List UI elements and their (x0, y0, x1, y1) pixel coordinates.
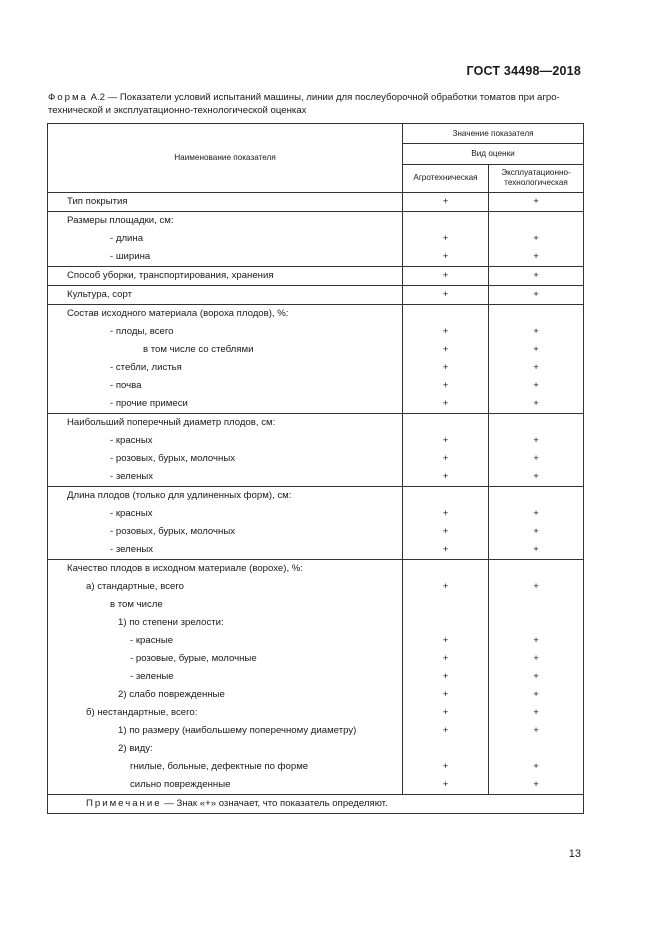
cell-expl: + (489, 668, 584, 686)
caption-text: — Показатели условий испытаний машины, линии для послеуборочной обработки томатов при агро-технической и эксплуатационно-технологической оценках (48, 92, 560, 116)
page-number: 13 (568, 848, 581, 860)
row-label: Наибольший поперечный диаметр плодов, см: (48, 414, 403, 433)
cell-expl: + (489, 248, 584, 267)
cell-expl (489, 487, 584, 506)
cell-agro: + (403, 686, 489, 704)
cell-expl: + (489, 323, 584, 341)
table-row (48, 450, 584, 468)
cell-agro: + (403, 468, 489, 487)
table-row (48, 286, 584, 305)
cell-agro (403, 212, 489, 231)
row-label: Культура, сорт (48, 286, 403, 305)
cell-expl (489, 414, 584, 433)
caption-lead: Форма (48, 92, 88, 103)
row-label: Способ уборки, транспортирования, хранения (48, 267, 403, 286)
row-label: сильно поврежденные (48, 776, 403, 795)
row-label: 2) слабо поврежденные (48, 686, 403, 704)
col-header-expl: Эксплуатационно-технологическая (489, 164, 584, 192)
cell-expl (489, 560, 584, 579)
cell-agro: + (403, 432, 489, 450)
indicators-table (47, 123, 584, 814)
cell-expl: + (489, 776, 584, 795)
row-label: гнилые, больные, дефектные по форме (48, 758, 403, 776)
row-label: Длина плодов (только для удлиненных форм), см: (48, 487, 403, 506)
row-label: - зеленых (48, 468, 403, 487)
row-label: - ширина (48, 248, 403, 267)
cell-expl: + (489, 505, 584, 523)
table-row (48, 414, 584, 433)
cell-agro (403, 740, 489, 758)
cell-agro: + (403, 341, 489, 359)
cell-expl: + (489, 578, 584, 596)
row-label: - длина (48, 230, 403, 248)
row-label: в том числе со стеблями (48, 341, 403, 359)
row-label: 2) виду: (48, 740, 403, 758)
table-row (48, 541, 584, 560)
cell-agro: + (403, 323, 489, 341)
cell-agro: + (403, 248, 489, 267)
cell-expl: + (489, 359, 584, 377)
row-label: - красные (48, 632, 403, 650)
cell-agro: + (403, 193, 489, 212)
cell-expl (489, 740, 584, 758)
row-label: - зеленые (48, 668, 403, 686)
row-label: Состав исходного материала (вороха плодов), %: (48, 305, 403, 324)
table-row (48, 212, 584, 231)
row-label: - красных (48, 432, 403, 450)
cell-expl: + (489, 541, 584, 560)
row-label: - почва (48, 377, 403, 395)
cell-agro: + (403, 359, 489, 377)
cell-expl: + (489, 267, 584, 286)
col-header-agro: Агротехническая (403, 164, 489, 192)
table-row (48, 395, 584, 414)
cell-expl: + (489, 341, 584, 359)
row-label: Тип покрытия (48, 193, 403, 212)
cell-expl: + (489, 722, 584, 740)
cell-expl: + (489, 286, 584, 305)
row-label: - розовых, бурых, молочных (48, 523, 403, 541)
cell-agro (403, 414, 489, 433)
cell-agro (403, 596, 489, 614)
table-row (48, 758, 584, 776)
cell-expl: + (489, 432, 584, 450)
table-row (48, 704, 584, 722)
cell-agro: + (403, 776, 489, 795)
cell-expl (489, 596, 584, 614)
cell-expl: + (489, 230, 584, 248)
table-row (48, 596, 584, 614)
table-row (48, 248, 584, 267)
table-row (48, 359, 584, 377)
cell-agro (403, 305, 489, 324)
cell-expl: + (489, 395, 584, 414)
cell-agro: + (403, 286, 489, 305)
cell-agro: + (403, 578, 489, 596)
table-row (48, 668, 584, 686)
table-row (48, 505, 584, 523)
row-label: - зеленых (48, 541, 403, 560)
table-row (48, 267, 584, 286)
table-row (48, 686, 584, 704)
standard-code: ГОСТ 34498—2018 (466, 64, 581, 78)
caption-number: А.2 (90, 92, 105, 103)
table-row (48, 614, 584, 632)
cell-agro: + (403, 632, 489, 650)
cell-expl: + (489, 650, 584, 668)
row-label: б) нестандартные, всего: (48, 704, 403, 722)
row-label: - розовых, бурых, молочных (48, 450, 403, 468)
cell-agro: + (403, 704, 489, 722)
cell-expl: + (489, 686, 584, 704)
cell-agro: + (403, 505, 489, 523)
cell-expl: + (489, 758, 584, 776)
table-row (48, 468, 584, 487)
row-label: Размеры площадки, см: (48, 212, 403, 231)
table-row (48, 305, 584, 324)
table-row (48, 432, 584, 450)
table-row (48, 230, 584, 248)
cell-agro: + (403, 230, 489, 248)
table-row (48, 650, 584, 668)
col-header-kind: Вид оценки (403, 144, 584, 164)
cell-agro: + (403, 722, 489, 740)
table-note-row (48, 795, 584, 814)
table-row (48, 193, 584, 212)
row-label: - красных (48, 505, 403, 523)
row-label: в том числе (48, 596, 403, 614)
table-row (48, 523, 584, 541)
cell-agro: + (403, 758, 489, 776)
table-row (48, 578, 584, 596)
row-label: Качество плодов в исходном материале (ворохе), %: (48, 560, 403, 579)
cell-expl: + (489, 450, 584, 468)
row-label: а) стандартные, всего (48, 578, 403, 596)
cell-agro (403, 614, 489, 632)
table-row (48, 722, 584, 740)
cell-agro (403, 487, 489, 506)
row-label: 1) по размеру (наибольшему поперечному диаметру) (48, 722, 403, 740)
cell-agro: + (403, 650, 489, 668)
note-lead: Примечание (86, 798, 162, 809)
cell-expl: + (489, 193, 584, 212)
table-note (48, 795, 584, 814)
cell-agro: + (403, 450, 489, 468)
cell-expl (489, 614, 584, 632)
cell-agro: + (403, 267, 489, 286)
cell-expl (489, 212, 584, 231)
table-row (48, 341, 584, 359)
cell-expl (489, 305, 584, 324)
table-row (48, 632, 584, 650)
row-label: - плоды, всего (48, 323, 403, 341)
cell-expl: + (489, 704, 584, 722)
table-row (48, 776, 584, 795)
cell-agro: + (403, 668, 489, 686)
table-caption (48, 91, 588, 117)
cell-agro: + (403, 395, 489, 414)
table-row (48, 740, 584, 758)
table-row (48, 487, 584, 506)
cell-agro: + (403, 523, 489, 541)
cell-expl: + (489, 632, 584, 650)
table-row (48, 377, 584, 395)
table-row (48, 560, 584, 579)
col-header-value: Значение показателя (403, 124, 584, 144)
cell-agro: + (403, 541, 489, 560)
table-row (48, 323, 584, 341)
row-label: 1) по степени зрелости: (48, 614, 403, 632)
cell-agro (403, 560, 489, 579)
row-label: - стебли, листья (48, 359, 403, 377)
cell-expl: + (489, 523, 584, 541)
note-text: — Знак «+» означает, что показатель определяют. (164, 798, 388, 809)
row-label: - розовые, бурые, молочные (48, 650, 403, 668)
cell-expl: + (489, 377, 584, 395)
row-label: - прочие примеси (48, 395, 403, 414)
cell-expl: + (489, 468, 584, 487)
col-header-name: Наименование показателя (48, 124, 403, 193)
cell-agro: + (403, 377, 489, 395)
